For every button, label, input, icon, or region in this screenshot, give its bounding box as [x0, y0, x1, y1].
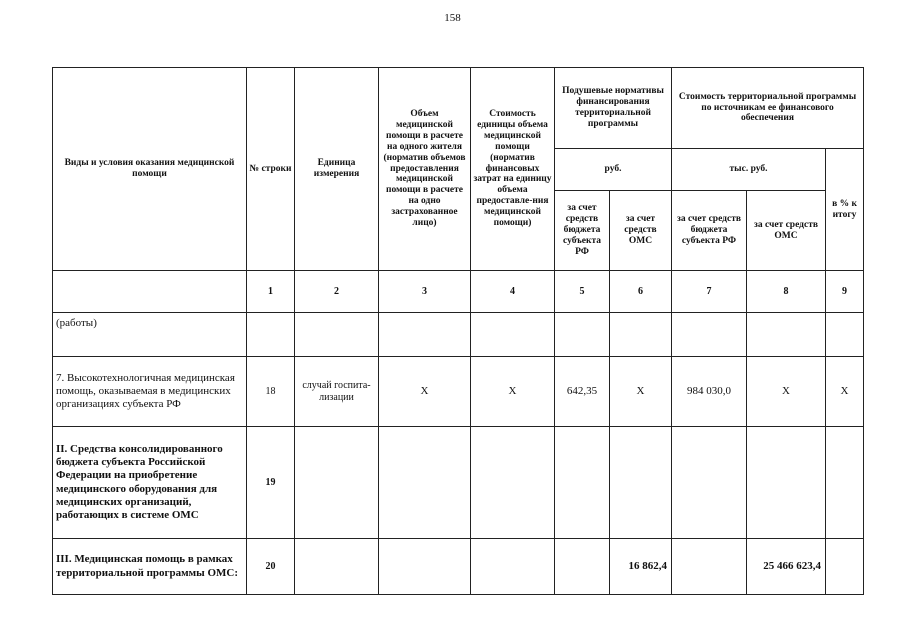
- table-row: [53, 357, 864, 427]
- cell: 16 862,4: [610, 539, 672, 595]
- column-number: 2: [295, 271, 379, 313]
- cell: [747, 427, 826, 539]
- cell: Х: [379, 357, 471, 427]
- row-number: 20: [247, 539, 295, 595]
- row-label: (работы): [53, 313, 247, 357]
- column-number: 1: [247, 271, 295, 313]
- header-per-capita: Подушевые нормативы финансирования территориальной программы: [555, 68, 672, 149]
- column-number: 7: [672, 271, 747, 313]
- row-number: 18: [247, 357, 295, 427]
- header-program-cost: Стоимость территориальной программы по источникам ее финансового обеспечения: [672, 68, 864, 149]
- cell: [555, 313, 610, 357]
- header-type: Виды и условия оказания медицинской помощи: [53, 68, 247, 271]
- row-number: 19: [247, 427, 295, 539]
- header-unit: Единица измерения: [295, 68, 379, 271]
- header-percent: в % к итогу: [826, 149, 864, 271]
- column-number: 5: [555, 271, 610, 313]
- header-budget-rf-thous: за счет средств бюджета субъекта РФ: [672, 191, 747, 271]
- cell: [379, 313, 471, 357]
- cell: [610, 313, 672, 357]
- row-unit: [295, 313, 379, 357]
- cell: [672, 427, 747, 539]
- cell: [379, 427, 471, 539]
- cell: [610, 427, 672, 539]
- cell: [471, 313, 555, 357]
- cell: [555, 539, 610, 595]
- cell: [747, 313, 826, 357]
- column-number: 8: [747, 271, 826, 313]
- header-row-number: № строки: [247, 68, 295, 271]
- header-oms-rub: за счет средств ОМС: [610, 191, 672, 271]
- cell: 984 030,0: [672, 357, 747, 427]
- cell: [672, 313, 747, 357]
- program-table: [52, 67, 864, 595]
- column-number: 6: [610, 271, 672, 313]
- column-number-row: [53, 271, 864, 313]
- cell: [672, 539, 747, 595]
- header-cost-unit: Стоимость единицы объема медицинской помощи (норматив финансовых затрат на единицу объема предоставле-ния медицинской помощи): [471, 68, 555, 271]
- row-label: 7. Высокотехнологичная медицинская помощь, оказываемая в медицинских организациях субъекта РФ: [53, 357, 247, 427]
- header-thous-rub: тыс. руб.: [672, 149, 826, 191]
- row-unit: случай госпита-лизации: [295, 357, 379, 427]
- cell: [471, 427, 555, 539]
- row-number: [247, 313, 295, 357]
- table-row: [53, 427, 864, 539]
- page-number: 158: [444, 12, 461, 24]
- column-number-blank: [53, 271, 247, 313]
- cell: Х: [610, 357, 672, 427]
- cell: [555, 427, 610, 539]
- row-unit: [295, 427, 379, 539]
- cell: [826, 313, 864, 357]
- cell: 25 466 623,4: [747, 539, 826, 595]
- cell: [379, 539, 471, 595]
- row-label: III. Медицинская помощь в рамках территориальной программы ОМС:: [53, 539, 247, 595]
- cell: [471, 539, 555, 595]
- table-row: [53, 539, 864, 595]
- header-rub: руб.: [555, 149, 672, 191]
- table-row: [53, 313, 864, 357]
- column-number: 9: [826, 271, 864, 313]
- row-unit: [295, 539, 379, 595]
- cell: [826, 427, 864, 539]
- cell: Х: [747, 357, 826, 427]
- header-oms-thous: за счет средств ОМС: [747, 191, 826, 271]
- cell: 642,35: [555, 357, 610, 427]
- cell: [826, 539, 864, 595]
- cell: Х: [471, 357, 555, 427]
- column-number: 4: [471, 271, 555, 313]
- cell: Х: [826, 357, 864, 427]
- row-label: II. Средства консолидированного бюджета субъекта Российской Федерации на приобретение медицинского оборудования для медицинских организаций, работающих в системе ОМС: [53, 427, 247, 539]
- header-budget-rf-rub: за счет средств бюджета субъекта РФ: [555, 191, 610, 271]
- column-number: 3: [379, 271, 471, 313]
- header-volume: Объем медицинской помощи в расчете на одного жителя (норматив объемов предоставления медицинской помощи в расчете на одно застрахованное лицо): [379, 68, 471, 271]
